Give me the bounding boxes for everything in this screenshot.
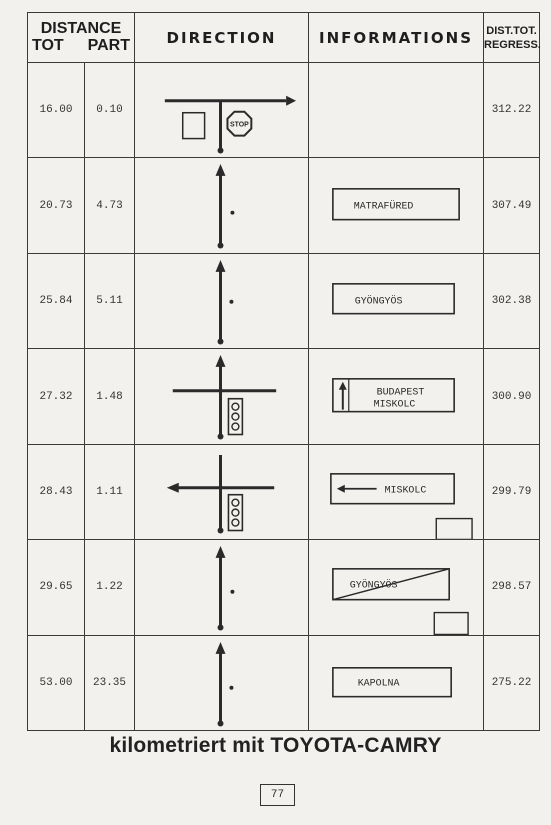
dist-tot-regress-header — [484, 13, 540, 63]
side-road-dot — [229, 685, 233, 689]
header-row — [28, 13, 540, 63]
road-sign — [309, 445, 483, 539]
road-sign — [309, 349, 483, 443]
tot-cell: 29.65 — [28, 540, 85, 635]
information-cell — [309, 253, 484, 348]
side-road-dot — [230, 590, 234, 594]
building-box — [434, 613, 468, 635]
regress-cell: 298.57 — [484, 540, 540, 635]
regress-label: REGRESS. — [484, 38, 541, 51]
regress-cell: 312.22 — [484, 63, 540, 158]
sign-text: MISKOLC — [384, 484, 427, 496]
roadbook-table — [27, 12, 540, 731]
building-box — [183, 113, 205, 139]
sign-text: GYÖNGYÖS — [354, 295, 403, 307]
building-box — [436, 518, 472, 539]
sign-text: MATRAFÜRED — [353, 201, 414, 213]
sign-text: GYÖNGYÖS — [349, 579, 398, 591]
regress-cell: 299.79 — [484, 444, 540, 539]
distance-header-label: DISTANCE — [40, 20, 122, 37]
straight-on-diagram — [135, 254, 308, 348]
direction-cell — [135, 63, 309, 158]
table-row — [28, 444, 540, 539]
distance-header — [28, 13, 135, 63]
part-cell: 0.10 — [85, 63, 135, 158]
roadbook-sheet — [27, 12, 539, 727]
information-cell — [309, 349, 484, 444]
sign-text: KAPOLNA — [357, 677, 400, 689]
part-cell: 5.11 — [85, 253, 135, 348]
sign-text: MISKOLC — [373, 399, 416, 411]
regress-cell: 302.38 — [484, 253, 540, 348]
tot-cell: 27.32 — [28, 349, 85, 444]
straight-on-diagram — [135, 158, 308, 252]
table-row — [28, 63, 540, 158]
road-sign — [309, 540, 483, 634]
direction-cell — [135, 158, 309, 253]
part-cell: 23.35 — [85, 635, 135, 730]
traffic-light-icon — [228, 399, 242, 435]
information-cell — [309, 635, 484, 730]
dist-tot-label: DIST.TOT. — [486, 24, 537, 37]
tot-cell: 25.84 — [28, 253, 85, 348]
sign-text: BUDAPEST — [376, 387, 425, 399]
regress-cell: 300.90 — [484, 349, 540, 444]
table-row — [28, 349, 540, 444]
tot-cell: 16.00 — [28, 63, 85, 158]
tot-cell: 20.73 — [28, 158, 85, 253]
side-road-dot — [229, 300, 233, 304]
regress-cell: 307.49 — [484, 158, 540, 253]
traffic-light-icon — [228, 495, 242, 531]
footer-caption: kilometriert mit TOYOTA-CAMRY — [109, 734, 442, 757]
table-row — [28, 540, 540, 635]
information-cell — [309, 158, 484, 253]
information-cell — [309, 444, 484, 539]
crossroads-straight-diagram — [135, 349, 308, 443]
part-cell: 1.48 — [85, 349, 135, 444]
information-cell — [309, 540, 484, 635]
junction-stop-diagram — [135, 63, 308, 157]
page-number: 77 — [260, 784, 295, 806]
tot-cell: 28.43 — [28, 444, 85, 539]
road-sign — [309, 254, 483, 348]
part-cell: 1.22 — [85, 540, 135, 635]
side-road-dot — [230, 211, 234, 215]
information-cell — [309, 63, 484, 158]
direction-cell — [135, 635, 309, 730]
direction-header: DIRECTION — [135, 13, 309, 63]
informations-header: INFORMATIONS — [309, 13, 484, 63]
part-header: PART — [87, 37, 131, 54]
table-row — [28, 635, 540, 730]
road-sign — [309, 158, 483, 252]
tot-cell: 53.00 — [28, 635, 85, 730]
straight-on-diagram — [135, 540, 308, 634]
table-row — [28, 253, 540, 348]
crossroads-left-diagram — [135, 445, 308, 539]
direction-cell — [135, 253, 309, 348]
direction-cell — [135, 444, 309, 539]
part-cell: 4.73 — [85, 158, 135, 253]
part-cell: 1.11 — [85, 444, 135, 539]
direction-cell — [135, 540, 309, 635]
straight-on-diagram — [135, 636, 308, 730]
table-row — [28, 158, 540, 253]
direction-cell — [135, 349, 309, 444]
tot-header: TOT — [32, 37, 64, 54]
regress-cell: 275.22 — [484, 635, 540, 730]
road-sign — [309, 636, 483, 730]
stop-sign-label: STOP — [230, 121, 249, 129]
